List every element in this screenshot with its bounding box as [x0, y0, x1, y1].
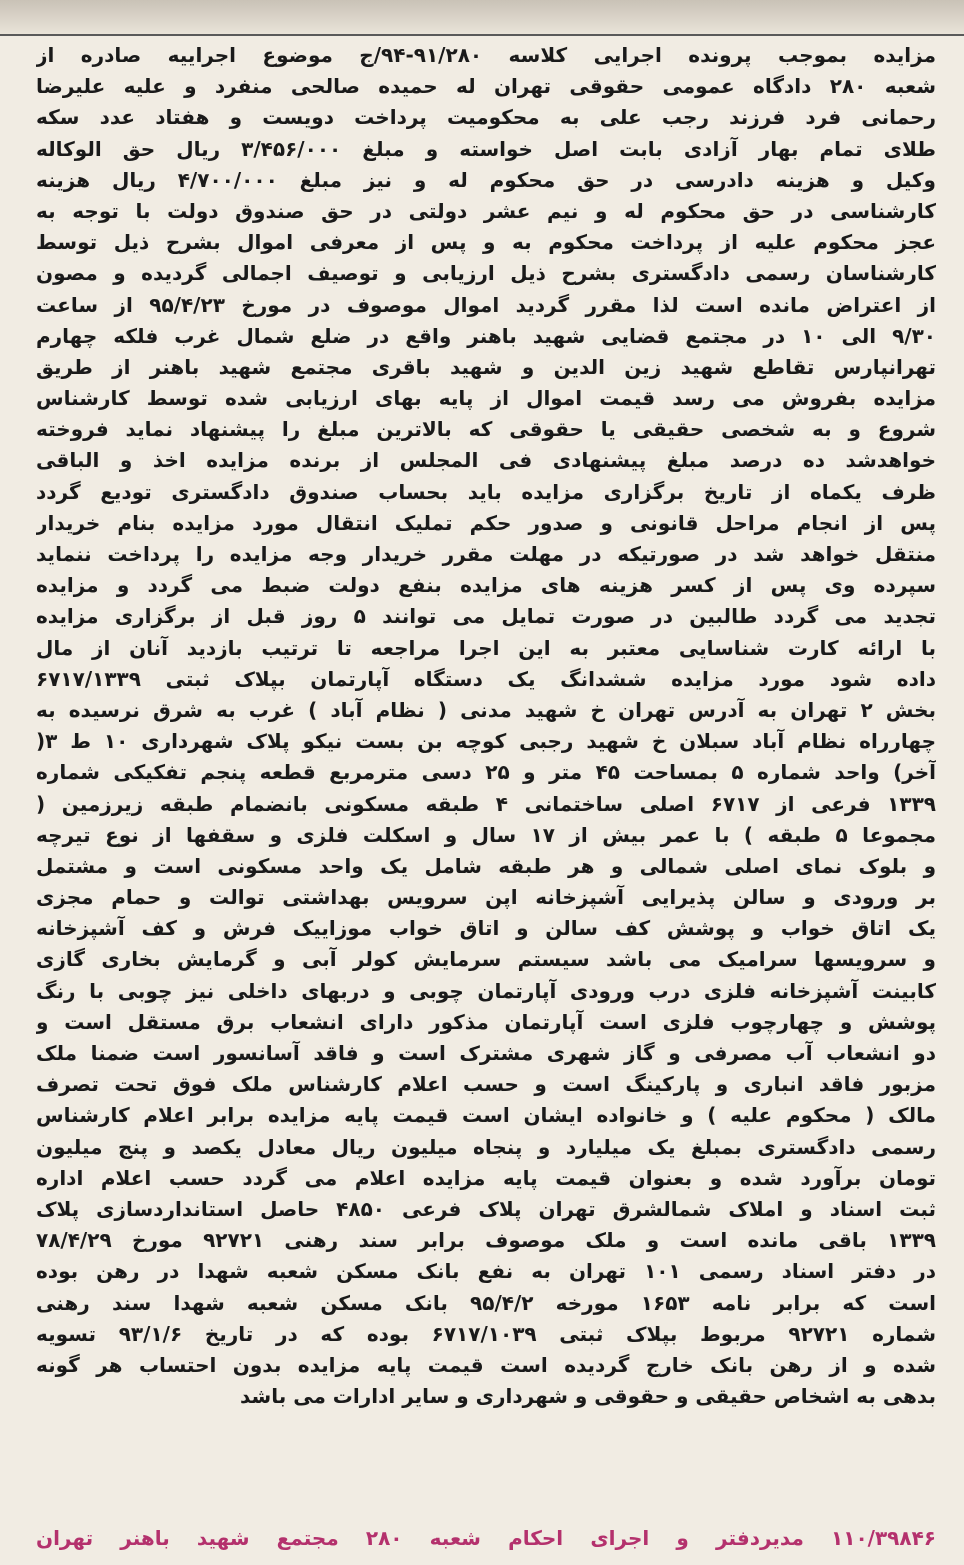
notice-text-line: شروع و به شخصی حقیقی یا حقوقی که بالاترین مبلغ را پیشنهاد نماید فروخته — [36, 417, 936, 442]
notice-text-line: بر ورودی و سالن پذیرایی آشپزخانه اپن سرویس بهداشتی توالت و حمام مجزی — [36, 885, 936, 910]
notice-text-line: تهرانپارس تقاطع شهید زین الدین و شهید باقری مجتمع شهید باهنر از طریق — [36, 354, 936, 379]
notice-text-line: در دفتر اسناد رسمی ۱۰۱ تهران به نفع بانک مسکن شعبه شهدا در رهن بوده — [36, 1259, 936, 1284]
notice-text-line: دو انشعاب آب مصرفی و گاز شهری مشترک است و فاقد آسانسور است ضمنا ملک — [36, 1041, 936, 1065]
notice-text-line: منتقل خواهد شد در صورتیکه در مهلت مقرر خریدار وجه مزایده را پرداخت ننماید — [36, 542, 936, 566]
notice-text-line: کارشناسان رسمی دادگستری بشرح ذیل ارزیابی و توصیف اجمالی گردیده و مصون — [36, 261, 936, 286]
notice-text-line: کابینت آشپزخانه فلزی درب ورودی آپارتمان چوبی و دربهای داخلی نیز چوبی با رنگ — [36, 978, 936, 1003]
notice-text-line: است که برابر نامه ۱۶۵۳ مورخه ۹۵/۴/۲ بانک مسکن شعبه شهدا سند رهنی — [36, 1290, 936, 1315]
notice-text-line: چهارراه نظام آباد سبلان خ شهید رجبی کوچه بن بست نیکو پلاک شهرداری ۱۰ ط ۳( — [36, 729, 936, 754]
notice-text-line: از اعتراض مانده است لذا مقرر گردید اموال موصوف در مورخ ۹۵/۴/۲۳ از ساعت — [36, 292, 936, 317]
top-border-strip — [0, 0, 964, 36]
notice-text-line: و بلوک نمای اصلی شمالی و هر طبقه شامل یک واحد مسکونی است و مشتمل — [36, 853, 936, 878]
notice-text-line: کارشناسی در حق محکوم له و نیم عشر دولتی در حق صندوق دولت با توجه به — [36, 198, 936, 223]
notice-text-line: ۱۳۳۹ فرعی از ۶۷۱۷ اصلی ساختمانی ۴ طبقه مسکونی بانضمام طبقه زیرزمین ( — [36, 791, 936, 816]
notice-text-line: شماره ۹۲۷۲۱ مربوط بپلاک ثبتی ۶۷۱۷/۱۰۳۹ بوده که در تاریخ ۹۳/۱/۶ تسویه — [36, 1321, 936, 1346]
notice-text-line: مزبور فاقد انباری و پارکینگ است و حسب اعلام کارشناس ملک فوق تحت تصرف — [36, 1072, 936, 1097]
notice-text-line: ثبت اسناد و املاک شمالشرق تهران پلاک فرعی ۴۸۵۰ حاصل استانداردسازی پلاک — [36, 1196, 936, 1221]
notice-text-line: با ارائه کارت شناسایی معتبر به این اجرا مراجعه تا ترتیب بازدید آنان از مال — [36, 635, 936, 660]
notice-text-line: و سرویسها سرامیک می باشد سیستم سرمایش کولر آبی و گرمایش بخاری گازی — [36, 947, 936, 972]
notice-text-line: وکیل و هزینه دادرسی در حق محکوم له و نیز مبلغ ۴/۷۰۰/۰۰۰ ریال هزینه — [36, 167, 936, 192]
notice-text-line: رحمانی فرد فرزند رجب علی به محکومیت پرداخت دویست و هفتاد عدد سکه — [36, 105, 936, 130]
notice-text-line: مجموعا ۵ طبقه ) با عمر بیش از ۱۷ سال و اسکلت فلزی و سقفها از نوع تیرچه — [36, 822, 936, 847]
notice-text-line: تومان برآورد شده و بعنوان قیمت پایه مزایده اعلام می گردد حسب اعلام اداره — [36, 1165, 936, 1190]
notice-text-line: سپرده وی پس از کسر هزینه های مزایده بنفع دولت ضبط می گردد و مزایده — [36, 573, 936, 598]
notice-text-line: ظرف یکماه از تاریخ برگزاری مزایده باید بحساب صندوق دادگستری تودیع گردد — [36, 479, 936, 504]
notice-text-line: مزایده بفروش می رسد قیمت اموال از پایه بهای ارزیابی شده توسط کارشناس — [36, 386, 936, 411]
notice-text-line: رسمی دادگستری بمبلغ یک میلیارد و پنجاه میلیون ریال معادل یکصد و پنج میلیون — [36, 1134, 936, 1159]
notice-text-line: بخش ۲ تهران به آدرس تهران خ شهید مدنی ( نظام آباد ) غرب به شرق نرسیده به — [36, 697, 936, 722]
notice-text-line: خواهدشد ده درصد مبلغ پیشنهادی فی المجلس از برنده مزایده اخذ و الباقی — [36, 448, 936, 473]
notice-text-line: داده شود مورد مزایده ششدانگ یک دستگاه آپارتمان بپلاک ثبتی ۶۷۱۷/۱۳۳۹ — [36, 666, 936, 691]
notice-text-line: طلای تمام بهار آزادی بابت اصل خواسته و مبلغ ۳/۴۵۶/۰۰۰ ریال حق الوکاله — [36, 136, 936, 161]
notice-text-line: پوشش و چهارچوب فلزی است آپارتمان مذکور دارای انشعاب برق مستقل است و — [36, 1009, 936, 1034]
notice-text-line: تجدید می گردد طالبین در صورت تمایل می توانند ۵ روز قبل از برگزاری مزایده — [36, 604, 936, 629]
auction-notice-body — [36, 40, 936, 1412]
notice-text-line: شده و از رهن بانک خارج گردیده است قیمت پایه مزایده بدون احتساب هر گونه — [36, 1352, 936, 1377]
notice-text-line: ۱۳۳۹ باقی مانده است و ملک موصوف برابر سند رهنی ۹۲۷۲۱ مورخ ۷۸/۴/۲۹ — [36, 1228, 936, 1253]
notice-text-line: پس از انجام مراحل قانونی و صدور حکم تملیک انتقال مورد مزایده بنام خریدار — [36, 510, 936, 535]
notice-signature-footer: ۱۱۰/۳۹۸۴۶ مدیردفتر و اجرای احکام شعبه ۲۸۰ مجتمع شهید باهنر تهران — [36, 1526, 936, 1550]
notice-text-line: آخر) واحد شماره ۵ بمساحت ۴۵ متر و ۲۵ دسی مترمربع قطعه پنجم تفکیکی شماره — [36, 760, 936, 785]
notice-text-line: یک اتاق خواب و پوشش کف سالن و اتاق خواب موزاییک فرش و کف آشپزخانه — [36, 916, 936, 941]
notice-text-line: شعبه ۲۸۰ دادگاه عمومی حقوقی تهران له حمیده صالحی منفرد و علیه علیرضا — [36, 74, 936, 99]
notice-text-line: ۹/۳۰ الی ۱۰ در مجتمع قضایی شهید باهنر واقع در ضلع شمال غرب فلکه چهارم — [36, 323, 936, 348]
notice-text-line: مالک ( محکوم علیه ) و خانواده ایشان است قیمت پایه مزایده برابر اعلام کارشناس — [36, 1103, 936, 1128]
notice-text-line: عجز محکوم علیه از پرداخت محکوم به و پس از معرفی اموال بشرح ذیل توسط — [36, 230, 936, 255]
notice-text-line: بدهی به اشخاص حقیقی و حقوقی و شهرداری و سایر ادارات می باشد — [240, 1384, 936, 1409]
notice-text-line: مزایده بموجب پرونده اجرایی کلاسه ۹۱/۲۸۰-۹۴/ج موضوع اجراییه صادره از — [36, 43, 936, 67]
